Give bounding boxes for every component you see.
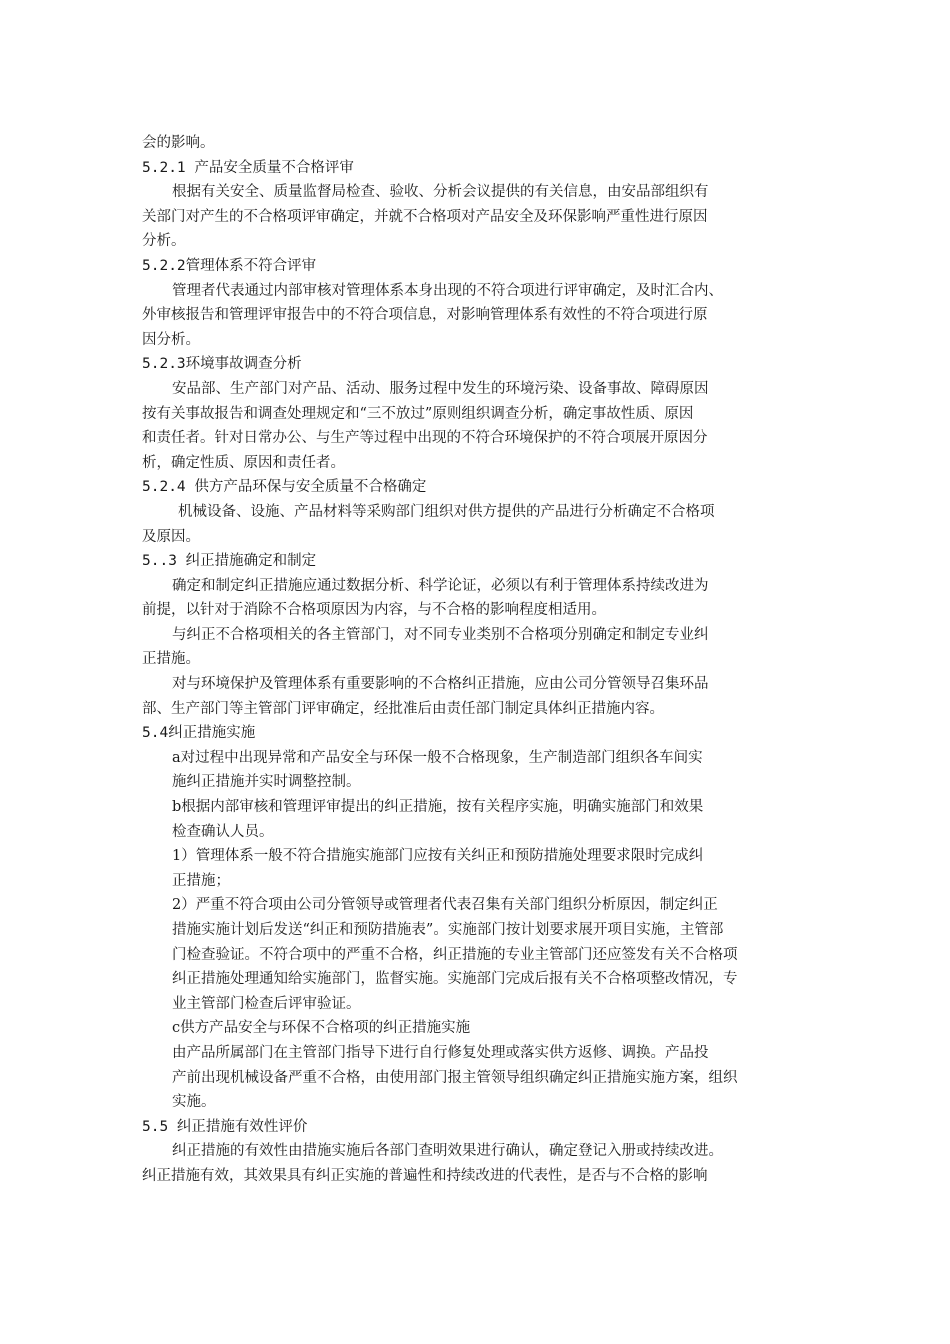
paragraph-line: b根据内部审核和管理评审提出的纠正措施，按有关程序实施，明确实施部门和效果 xyxy=(172,799,704,816)
paragraph-line: 外审核报告和管理评审报告中的不符合项信息，对影响管理体系有效性的不符合项进行原 xyxy=(142,307,708,324)
paragraph-line: 分析。 xyxy=(142,233,186,250)
paragraph-line: 部、生产部门等主管部门评审确定，经批准后由责任部门制定具体纠正措施内容。 xyxy=(142,700,664,717)
paragraph-line: 机械设备、设施、产品材料等采购部门组织对供方提供的产品进行分析确定不合格项 xyxy=(178,503,715,520)
section-heading: 5.2.4 供方产品环保与安全质量不合格确定 xyxy=(142,479,427,496)
paragraph-line: 纠正措施处理通知给实施部门，监督实施。实施部门完成后报有关不合格项整改情况，专 xyxy=(172,971,738,988)
section-heading: 5.2.3环境事故调查分析 xyxy=(142,356,302,373)
section-heading: 5.2.2管理体系不符合评审 xyxy=(142,257,317,274)
paragraph-line: 及原因。 xyxy=(142,528,200,545)
paragraph-line: 实施。 xyxy=(172,1094,216,1111)
paragraph-line: 措施实施计划后发送“纠正和预防措施表”。实施部门按计划要求展开项目实施，主管部 xyxy=(172,922,724,938)
paragraph-line: 前提，以针对于消除不合格项原因为内容，与不合格的影响程度相适用。 xyxy=(142,602,606,619)
paragraph-line: 检查确认人员。 xyxy=(172,823,274,840)
paragraph-line: 正措施； xyxy=(172,872,230,889)
paragraph-line: 施纠正措施并实时调整控制。 xyxy=(172,774,361,791)
paragraph-line: 会的影响。 xyxy=(142,135,215,151)
document-page xyxy=(142,131,822,1189)
paragraph-line: 与纠正不合格项相关的各主管部门，对不同专业类别不合格项分别确定和制定专业纠 xyxy=(172,626,709,643)
section-heading: 5.5 纠正措施有效性评价 xyxy=(142,1118,308,1135)
paragraph-line: 析，确定性质、原因和责任者。 xyxy=(142,454,345,471)
paragraph-line: 因分析。 xyxy=(142,331,200,348)
paragraph-line: 和责任者。针对日常办公、与生产等过程中出现的不符合环境保护的不符合项展开原因分 xyxy=(142,430,708,447)
section-heading: 5.2.1 产品安全质量不合格评审 xyxy=(142,159,354,176)
paragraph-line: 业主管部门检查后评审验证。 xyxy=(172,995,361,1012)
paragraph-line: 关部门对产生的不合格项评审确定，并就不合格项对产品安全及环保影响严重性进行原因 xyxy=(142,208,708,225)
paragraph-line: 由产品所属部门在主管部门指导下进行自行修复处理或落实供方返修、调换。产品投 xyxy=(172,1044,709,1061)
paragraph-line: 按有关事故报告和调查处理规定和“三不放过”原则组织调查分析，确定事故性质、原因 xyxy=(142,405,694,422)
paragraph-line: 门检查验证。不符合项中的严重不合格，纠正措施的专业主管部门还应签发有关不合格项 xyxy=(172,946,738,963)
paragraph-line: 1）管理体系一般不符合措施实施部门应按有关纠正和预防措施处理要求限时完成纠 xyxy=(172,848,704,865)
paragraph-line: 2）严重不符合项由公司分管领导或管理者代表召集有关部门组织分析原因，制定纠正 xyxy=(172,897,718,914)
paragraph-line: 根据有关安全、质量监督局检查、验收、分析会议提供的有关信息，由安品部组织有 xyxy=(172,184,709,201)
paragraph-line: 安品部、生产部门对产品、活动、服务过程中发生的环境污染、设备事故、障碍原因 xyxy=(172,380,709,397)
paragraph-line: 纠正措施有效，其效果具有纠正实施的普遍性和持续改进的代表性，是否与不合格的影响 xyxy=(142,1167,708,1184)
section-heading: 5.4纠正措施实施 xyxy=(142,725,256,742)
paragraph-line: 对与环境保护及管理体系有重要影响的不合格纠正措施，应由公司分管领导召集环品 xyxy=(172,676,709,693)
paragraph-line: c供方产品安全与环保不合格项的纠正措施实施 xyxy=(172,1020,471,1037)
paragraph-line: 确定和制定纠正措施应通过数据分析、科学论证，必须以有利于管理体系持续改进为 xyxy=(172,577,709,594)
paragraph-line: a对过程中出现异常和产品安全与环保一般不合格现象，生产制造部门组织各车间实 xyxy=(172,749,703,766)
paragraph-line: 正措施。 xyxy=(142,651,200,668)
section-heading: 5..3 纠正措施确定和制定 xyxy=(142,553,317,570)
paragraph-line: 纠正措施的有效性由措施实施后各部门查明效果进行确认，确定登记入册或持续改进。 xyxy=(172,1143,723,1160)
paragraph-line: 管理者代表通过内部审核对管理体系本身出现的不符合项进行评审确定，及时汇合内、 xyxy=(172,282,723,299)
paragraph-line: 产前出现机械设备严重不合格，由使用部门报主管领导组织确定纠正措施实施方案，组织 xyxy=(172,1069,738,1086)
